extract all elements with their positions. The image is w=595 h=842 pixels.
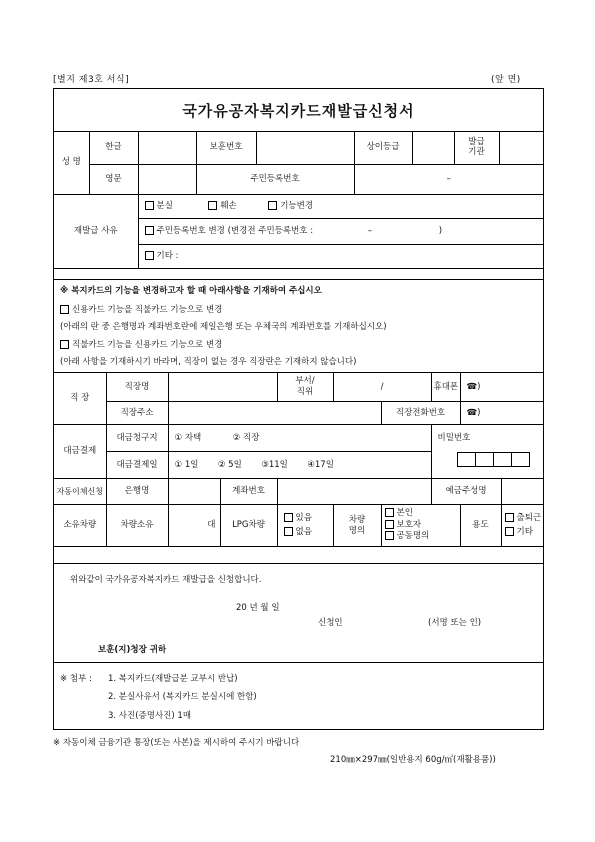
function-change-label: 기능변경 <box>280 200 314 211</box>
lost-label: 분실 <box>156 200 173 211</box>
lpg-label: LPG차량 <box>220 505 277 547</box>
pay-day-11[interactable]: ③11일 <box>261 459 288 470</box>
vehicle-owned-label: 차량소유 <box>106 505 168 547</box>
debit-to-credit-label: 직불카드 기능을 신용카드 기능으로 변경 <box>72 340 223 350</box>
mobile-label: 휴대폰 <box>431 373 460 402</box>
password-digit-4[interactable] <box>511 452 530 467</box>
vehicle-count-field[interactable] <box>168 505 220 547</box>
application-statement: 위와같이 국가유공자복지카드 재발급을 신청합니다. <box>70 575 262 585</box>
pay-day-17[interactable]: ④17일 <box>307 459 334 470</box>
work-phone-label: 직장전화번호 <box>381 402 460 425</box>
resident-change-dash: – <box>367 225 373 236</box>
attachment-3: 3. 사진(증명사진) 1매 <box>108 711 192 721</box>
reason-label: 재발급 사유 <box>54 194 138 268</box>
signature-block <box>54 563 543 661</box>
notice-option-1-note: (아래의 란 중 은행명과 계좌번호란에 제일은행 또는 우체국의 계좌번호를 기재하십시오) <box>60 322 387 332</box>
korean-label: 한글 <box>89 131 138 164</box>
billing-label: 대금청구지 <box>106 425 168 452</box>
debit-to-credit-checkbox[interactable] <box>60 340 69 349</box>
other-label: 기타 : <box>156 250 179 261</box>
password-label: 비밀번호 <box>431 425 543 452</box>
english-label: 영문 <box>89 164 138 194</box>
addressee: 보훈(지)청장 귀하 <box>98 645 167 655</box>
issuer-label: 발급 기관 <box>454 131 499 164</box>
owner-name-label: 차량 명의 <box>333 505 381 547</box>
account-field[interactable] <box>277 479 431 505</box>
owner-self-label: 본인 <box>396 507 413 518</box>
resident-no-field[interactable] <box>354 164 543 194</box>
reason-row-3 <box>138 244 543 268</box>
owner-self-checkbox[interactable] <box>385 508 394 517</box>
attachment-1: 1. 복지카드(재발급분 교부시 반납) <box>108 674 238 684</box>
page-side: (앞 면) <box>491 75 521 85</box>
password-digit-2[interactable] <box>475 452 494 467</box>
resident-no-dash: – <box>446 173 451 184</box>
account-label: 계좌번호 <box>220 479 277 505</box>
lpg-yes-checkbox[interactable] <box>284 513 293 522</box>
password-field[interactable] <box>431 452 543 479</box>
name-label: 성 명 <box>54 131 89 194</box>
billing-home-option[interactable]: ① 자택 <box>174 432 202 443</box>
pay-day-5[interactable]: ② 5일 <box>217 459 242 470</box>
use-label: 용도 <box>460 505 501 547</box>
work-phone-field[interactable] <box>460 402 543 425</box>
holder-label: 예금주성명 <box>431 479 501 505</box>
lost-checkbox[interactable] <box>145 201 154 210</box>
use-commute-label: 출퇴근 <box>516 512 542 523</box>
billing-options[interactable] <box>168 425 431 452</box>
dept-slash: / <box>380 381 384 392</box>
attachments-label: ※ 첨부 : <box>60 674 92 684</box>
company-field[interactable] <box>168 373 277 402</box>
issuer-field[interactable] <box>499 131 543 164</box>
owner-joint-checkbox[interactable] <box>385 531 394 540</box>
use-commute-checkbox[interactable] <box>505 513 514 522</box>
use-etc-checkbox[interactable] <box>505 527 514 536</box>
pay-day-1[interactable]: ① 1일 <box>174 459 199 470</box>
notice-option-2-note: (아래 사항을 기재하시기 바라며, 직장이 없는 경우 직장란은 기재하지 않습니다) <box>60 357 357 367</box>
veteran-no-label: 보훈번호 <box>196 131 256 164</box>
injury-grade-field[interactable] <box>412 131 454 164</box>
applicant-table <box>54 131 543 269</box>
lpg-options <box>277 505 333 547</box>
work-address-field[interactable] <box>168 402 381 425</box>
password-digit-1[interactable] <box>457 452 476 467</box>
reason-row-2 <box>138 218 543 244</box>
form-number: [별지 제3호 서식] <box>53 75 130 85</box>
resident-change-checkbox[interactable] <box>145 226 154 235</box>
pay-day-options[interactable] <box>168 452 431 479</box>
holder-field[interactable] <box>501 479 543 505</box>
signature-field[interactable]: (서명 또는 인) <box>428 618 482 628</box>
password-digit-3[interactable] <box>493 452 512 467</box>
damaged-checkbox[interactable] <box>208 201 217 210</box>
lpg-no-checkbox[interactable] <box>284 527 293 536</box>
company-label: 직장명 <box>106 373 168 402</box>
dept-label: 부서/ 직위 <box>277 373 333 402</box>
billing-work-option[interactable]: ② 직장 <box>232 432 260 443</box>
notice-option-2 <box>60 338 222 350</box>
credit-to-debit-label: 신용카드 기능을 직불카드 기능으로 변경 <box>72 305 223 315</box>
other-checkbox[interactable] <box>145 251 154 260</box>
vehicle-unit: 대 <box>207 520 216 531</box>
owner-guardian-checkbox[interactable] <box>385 520 394 529</box>
owner-joint-label: 공동명의 <box>396 531 430 542</box>
veteran-no-field[interactable] <box>256 131 354 164</box>
injury-grade-label: 상이등급 <box>354 131 412 164</box>
english-name-field[interactable] <box>138 164 196 194</box>
notice-option-1 <box>60 303 222 315</box>
lpg-yes-label: 있음 <box>295 512 312 523</box>
owner-guardian-label: 보호자 <box>396 519 422 530</box>
function-change-notice <box>54 279 543 370</box>
credit-to-debit-checkbox[interactable] <box>60 305 69 314</box>
work-address-label: 직장주소 <box>106 402 168 425</box>
attachment-2: 2. 분실사유서 (복지카드 분실시에 한함) <box>108 692 257 702</box>
vehicle-label: 소유차량 <box>54 505 106 547</box>
work-phone-icon: ☎) <box>466 407 481 418</box>
lpg-no-label: 없음 <box>295 526 312 537</box>
korean-name-field[interactable] <box>138 131 196 164</box>
bank-label: 은행명 <box>106 479 168 505</box>
paper-spec: 210㎜×297㎜(일반용지 60g/㎡(재활용품)) <box>330 755 496 765</box>
auto-transfer-label: 자동이체신청 <box>54 479 106 505</box>
form-title: 국가유공자복지카드재발급신청서 <box>54 89 543 132</box>
payment-label: 대금결제 <box>54 425 106 479</box>
owner-options <box>381 505 460 547</box>
bank-field[interactable] <box>168 479 220 505</box>
work-label: 직 장 <box>54 373 106 425</box>
application-form <box>53 88 544 730</box>
function-change-checkbox[interactable] <box>268 201 277 210</box>
application-date[interactable]: 20 년 월 일 <box>236 603 280 613</box>
resident-change-label: 주민등록번호 변경 (변경전 주민등록번호 : <box>156 225 314 236</box>
resident-change-close: ) <box>438 225 443 236</box>
dept-field[interactable] <box>333 373 431 402</box>
reason-row-1 <box>138 194 543 218</box>
damaged-label: 훼손 <box>220 200 237 211</box>
notice-heading: ※ 복지카드의 기능을 변경하고자 할 때 아래사항을 기재하여 주십시오 <box>60 286 322 296</box>
use-options <box>501 505 543 547</box>
resident-no-label: 주민등록번호 <box>196 164 354 194</box>
details-table <box>54 372 543 547</box>
attachments-block <box>54 662 543 730</box>
footer-note: ※ 자동이체 금융기관 통장(또는 사본)을 제시하여 주시기 바랍니다 <box>53 738 300 748</box>
applicant-label: 신청인 <box>318 618 343 628</box>
use-etc-label: 기타 <box>516 526 533 537</box>
mobile-field[interactable] <box>460 373 543 402</box>
pay-day-label: 대금결제일 <box>106 452 168 479</box>
mobile-phone-icon: ☎) <box>466 381 481 392</box>
